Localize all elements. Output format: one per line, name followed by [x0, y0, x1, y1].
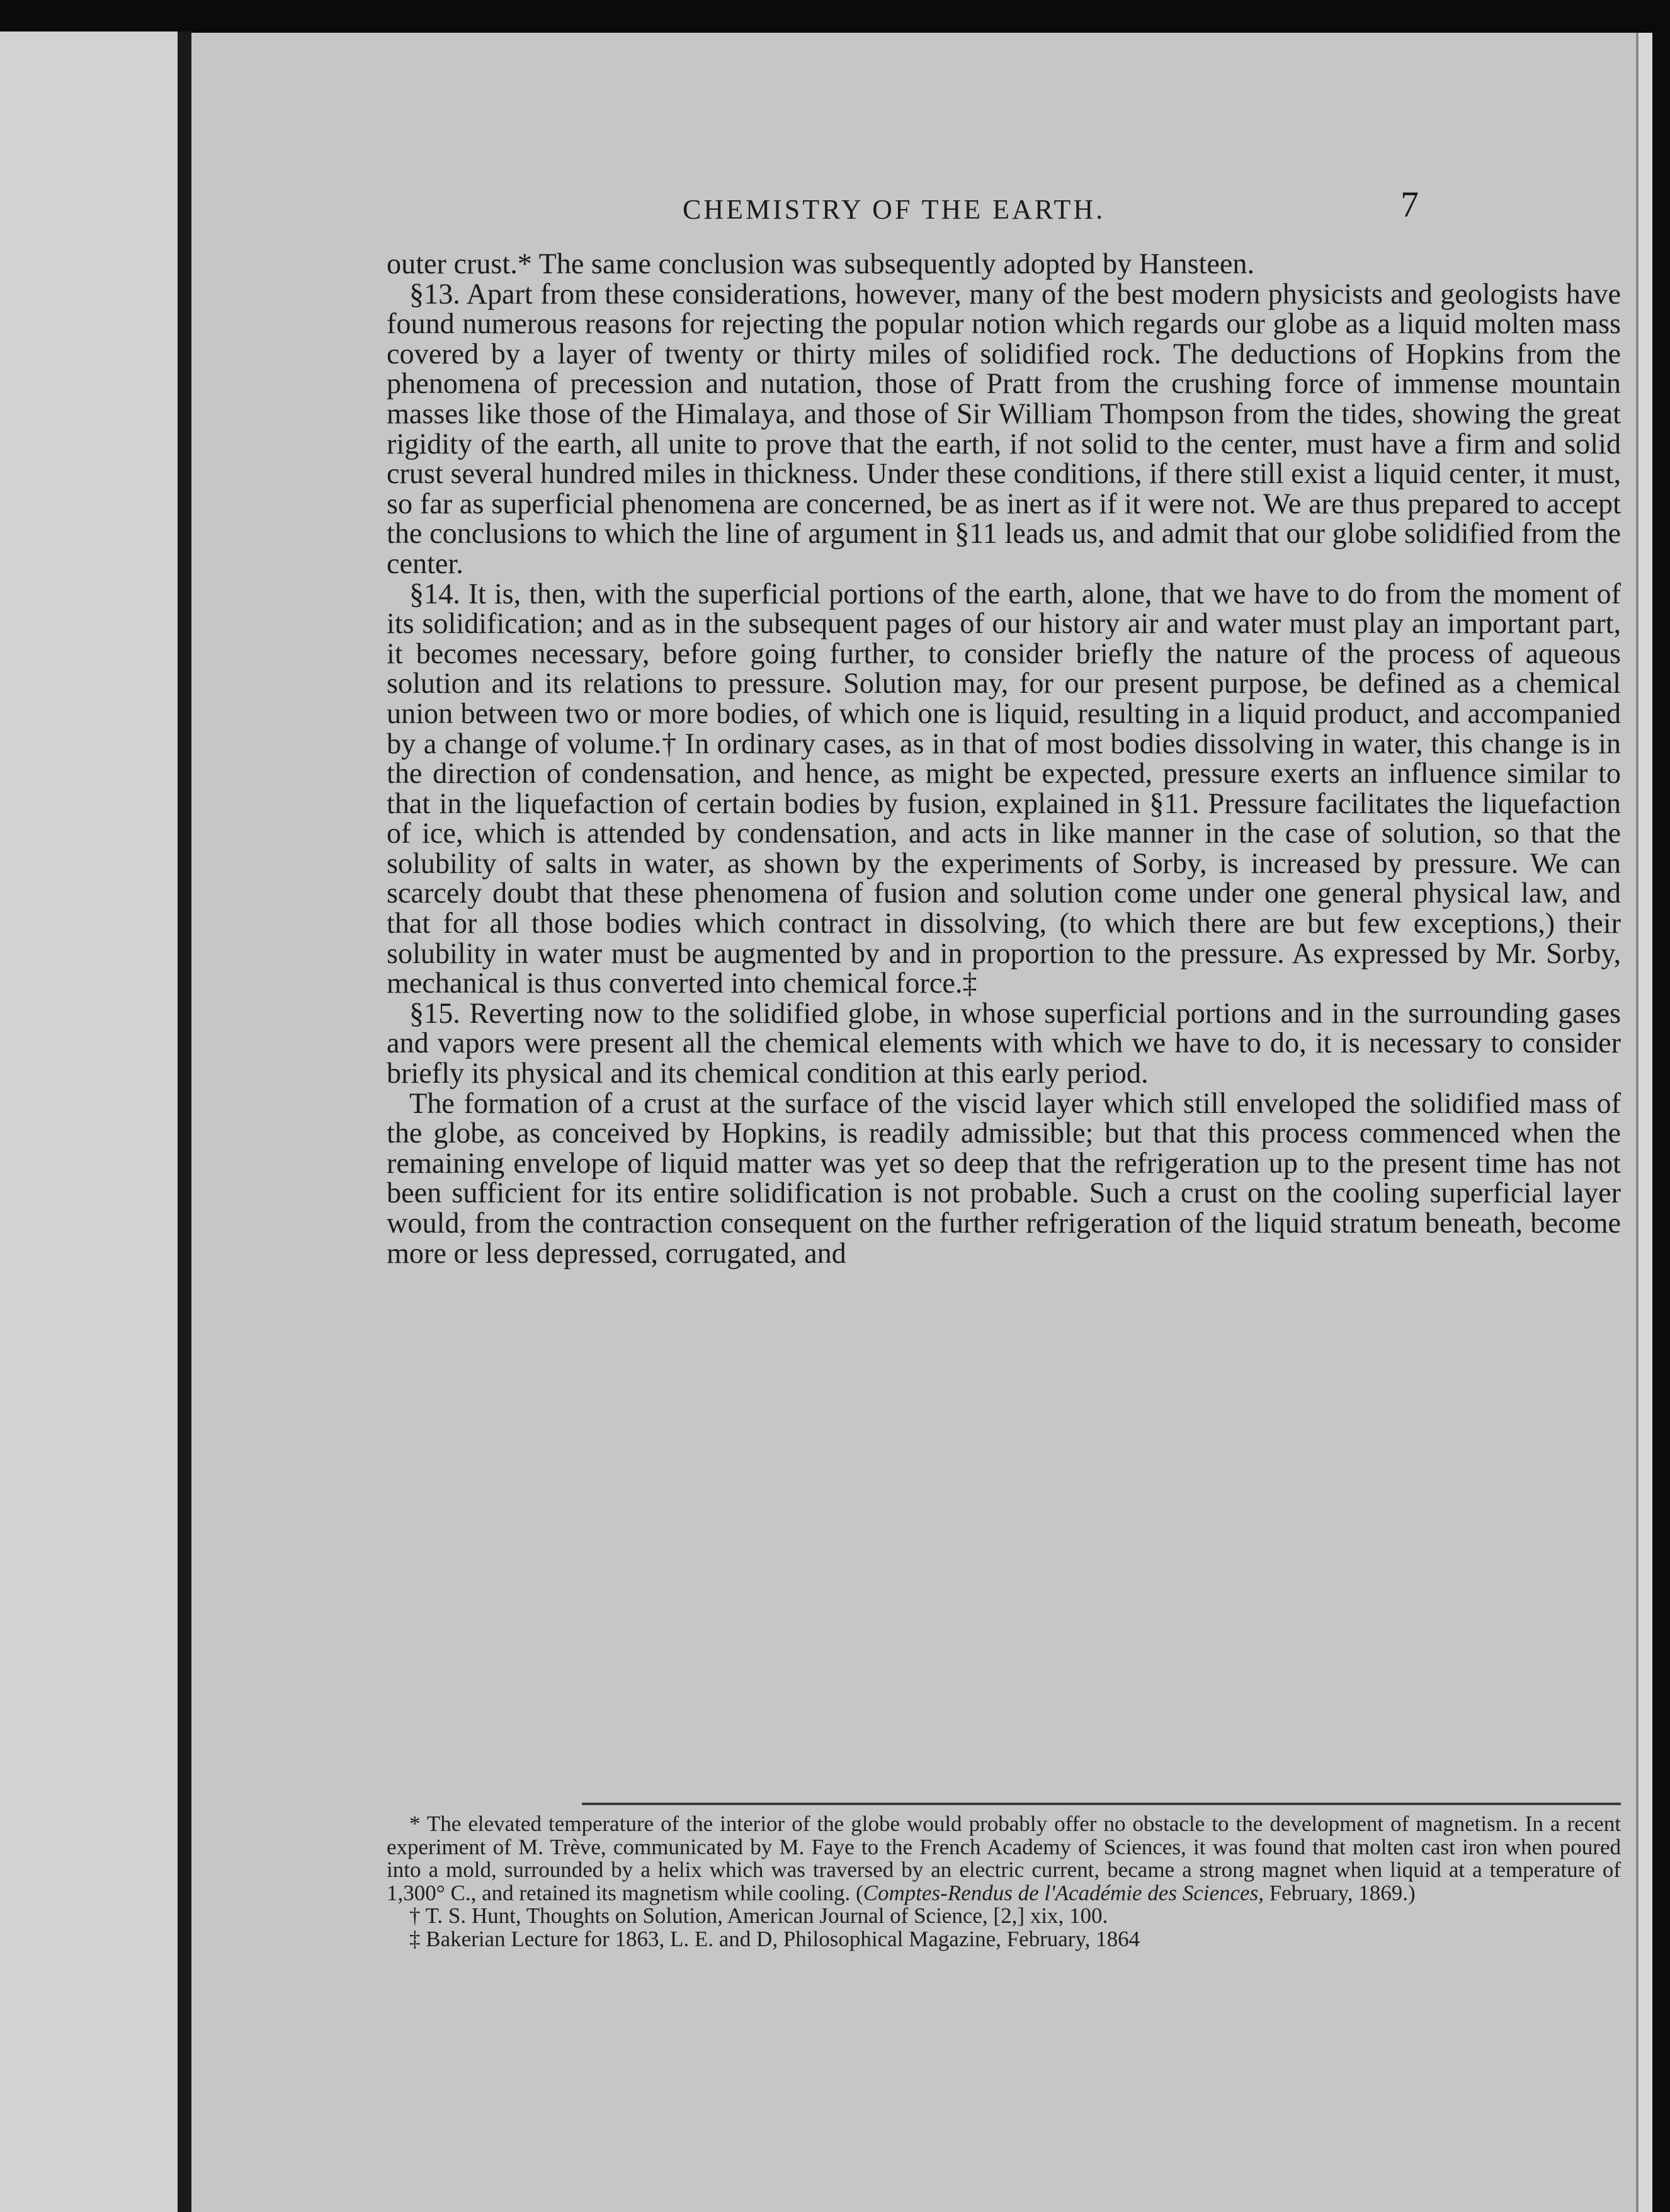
paragraph-section-15: §15. Reverting now to the solidified globe, in whose superficial portions and in the surrounding gases and vapors were present all the chemical elements with which we have to do, it is necessary to consider briefly its physical and its chemical condition at this early period.	[387, 996, 1621, 1090]
book-page	[191, 33, 1652, 2212]
footnote-star	[387, 1813, 1621, 1905]
footnote-rule	[582, 1803, 1621, 1805]
previous-page-edge	[0, 31, 178, 2212]
page-header	[191, 174, 1652, 237]
page-number: 7	[1400, 184, 1419, 225]
footnote-star-text: * The elevated temperature of the interior of the globe would probably offer no obstacle to the development of magnetism. In a recent experiment of M. Trève, communicated by M. Faye to the French Academy of Sciences, it was found that molten cast iron when poured into a mold, surrounded by a helix which was traversed by an electric current, became a strong magnet when liquid at a temperature of 1,300° C., and retained its magnetism while cooling. (	[387, 1811, 1621, 1905]
paragraph-continuation: outer crust.* The same conclusion was subsequently adopted by Hansteen.	[387, 248, 1255, 280]
gutter-shadow	[178, 31, 191, 2212]
footnotes	[387, 1813, 1621, 1951]
paragraph-crust-formation: The formation of a crust at the surface of the viscid layer which still enveloped the solidified mass of the globe, as conceived by Hopkins, is readily admissible; but that this process commenced when the remaining envelope of liquid matter was yet so deep that the refrigeration up to the present time has not been sufficient for its entire solidification is not probable. Such a crust on the cooling superficial layer would, from the contraction consequent on the further refrigeration of the liquid stratum beneath, become more or less depressed, corrugated, and	[387, 1086, 1621, 1269]
paragraph-section-14: §14. It is, then, with the superficial portions of the earth, alone, that we have to do from the moment of its solidification; and as in the subsequent pages of our history air and water must play an important part, it becomes necessary, before going further, to consider briefly the nature of the process of aqueous solution and its relations to pressure. Solution may, for our present purpose, be defined as a chemical union between two or more bodies, of which one is liquid, resulting in a liquid product, and accompanied by a change of volume.† In ordinary cases, as in that of most bodies dissolving in water, this change is in the direction of condensation, and hence, as might be expected, pressure exerts an influence similar to that in the liquefaction of certain bodies by fusion, explained in §11. Pressure facilitates the liquefaction of ice, which is attended by condensation, and acts in like manner in the case of solution, so that the solubility of salts in water, as shown by the experiments of Sorby, is increased by pressure. We can scarcely doubt that these phenomena of fusion and solution come under one general physical law, and that for all those bodies which contract in dissolving, (to which there are but few exceptions,) their solubility in water must be augmented by and in proportion to the pressure. As expressed by Mr. Sorby, mechanical is thus converted into chemical force.‡	[387, 577, 1621, 1000]
page-stack-edge	[1636, 33, 1652, 2212]
paragraph-section-13: §13. Apart from these considerations, however, many of the best modern physicists and geologists have found numerous reasons for rejecting the popular notion which regards our globe as a liquid molten mass covered by a layer of twenty or thirty miles of solidified rock. The deductions of Hopkins from the phenomena of precession and nutation, those of Pratt from the crushing force of immense mountain masses like those of the Himalaya, and those of Sir William Thompson from the tides, showing the great rigidity of the earth, all unite to prove that the earth, if not solid to the center, must have a firm and solid crust several hundred miles in thickness. Under these conditions, if there still exist a liquid center, it must, so far as superficial phenomena are concerned, be as inert as if it were not. We are thus prepared to accept the conclusions to which the line of argument in §11 leads us, and admit that our globe solidified from the center.	[387, 277, 1621, 579]
footnote-star-tail: February, 1869.)	[1263, 1880, 1416, 1905]
footnote-star-citation: Comptes-Rendus de l'Académie des Sciences,	[863, 1880, 1264, 1905]
footnote-double-dagger: ‡ Bakerian Lecture for 1863, L. E. and D, Philosophical Magazine, February, 1864	[409, 1926, 1140, 1951]
running-head: CHEMISTRY OF THE EARTH.	[683, 194, 1106, 225]
body-text	[387, 249, 1621, 1268]
footnote-dagger: † T. S. Hunt, Thoughts on Solution, American Journal of Science, [2,] xix, 100.	[409, 1903, 1108, 1928]
